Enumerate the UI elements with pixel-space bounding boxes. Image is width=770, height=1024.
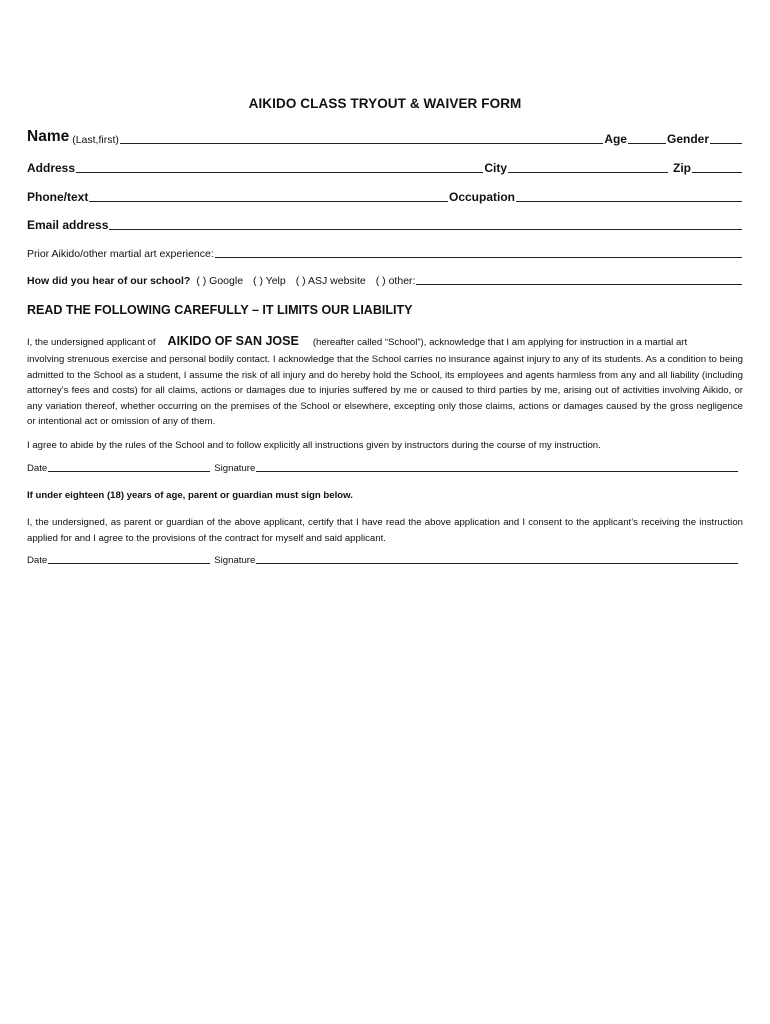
other-field[interactable] bbox=[416, 283, 742, 285]
email-field[interactable] bbox=[109, 228, 742, 230]
guardian-statement: I, the undersigned, as parent or guardian of the above applicant, certify that I have read the above application and I consent to the applicant’s receiving the instruction applied for and I agree to the provisions of the contract for myself and said applicant. bbox=[27, 517, 743, 544]
signature-label: Signature bbox=[214, 463, 256, 474]
experience-label: Prior Aikido/other martial art experience: bbox=[27, 248, 214, 260]
intro-suffix: (hereafter called “School”), acknowledge that I am applying for instruction in a martial art bbox=[312, 337, 688, 348]
city-field[interactable] bbox=[508, 171, 668, 173]
yelp-option[interactable]: ( ) Yelp bbox=[253, 275, 286, 287]
address-field[interactable] bbox=[76, 171, 483, 173]
guardian-note: If under eighteen (18) years of age, parent or guardian must sign below. bbox=[27, 490, 353, 501]
asj-website-option[interactable]: ( ) ASJ website bbox=[295, 275, 366, 287]
age-label: Age bbox=[604, 132, 627, 146]
occupation-label: Occupation bbox=[448, 190, 515, 204]
liability-heading: READ THE FOLLOWING CAREFULLY – IT LIMITS OUR LIABILITY bbox=[27, 303, 413, 317]
phone-row bbox=[27, 190, 743, 204]
experience-row bbox=[27, 248, 743, 260]
referral-row bbox=[27, 275, 743, 287]
waiver-intro bbox=[27, 334, 743, 348]
signature-field[interactable] bbox=[256, 470, 738, 472]
phone-label: Phone/text bbox=[27, 190, 89, 204]
guardian-signature-row bbox=[27, 555, 739, 566]
referral-label: How did you hear of our school? bbox=[27, 275, 191, 287]
date-label: Date bbox=[27, 463, 48, 474]
school-name: AIKIDO OF SAN JOSE bbox=[167, 334, 299, 348]
guardian-signature-field[interactable] bbox=[256, 562, 738, 564]
address-label: Address bbox=[27, 161, 76, 175]
date-field[interactable] bbox=[48, 470, 210, 472]
guardian-signature-label: Signature bbox=[214, 555, 256, 566]
city-label: City bbox=[484, 161, 507, 175]
name-row bbox=[27, 128, 743, 146]
email-label: Email address bbox=[27, 218, 109, 232]
experience-field[interactable] bbox=[215, 256, 742, 258]
guardian-date-field[interactable] bbox=[48, 562, 210, 564]
guardian-date-label: Date bbox=[27, 555, 48, 566]
other-option[interactable]: ( ) other: bbox=[375, 275, 416, 287]
name-hint: (Last,first) bbox=[72, 134, 119, 146]
form-title: AIKIDO CLASS TRYOUT & WAIVER FORM bbox=[248, 96, 522, 111]
rules-agreement: I agree to abide by the rules of the School and to follow explicitly all instructions given by instructors during the course of my instruction. bbox=[27, 440, 601, 451]
waiver-body: involving strenuous exercise and personal bodily contact. I acknowledge that the School carries no insurance against injury to any of its students. As a condition to being admitted to the School as a student, I assume the risk of all injury and do hereby hold the School, its employees and agents harmless from any and all liability (including attorney’s fees and costs) for all claims, actions or damages due to injuries suffered by me or caused to third parties by me, arising out of activities involving Aikido, or any variation thereof, whether occurring on the premises of the School or elsewhere, excepting only those claims, actions or damages caused by the gross negligence or intentional act or omission of any of them. bbox=[27, 354, 743, 427]
applicant-signature-row bbox=[27, 463, 739, 474]
age-field[interactable] bbox=[628, 142, 666, 144]
name-label: Name bbox=[27, 128, 70, 145]
occupation-field[interactable] bbox=[516, 200, 742, 202]
zip-field[interactable] bbox=[692, 171, 742, 173]
gender-label: Gender bbox=[666, 132, 709, 146]
google-option[interactable]: ( ) Google bbox=[196, 275, 244, 287]
gender-field[interactable] bbox=[710, 142, 742, 144]
name-field[interactable] bbox=[120, 142, 603, 144]
email-row bbox=[27, 218, 743, 232]
intro-prefix: I, the undersigned applicant of bbox=[27, 337, 156, 348]
address-row bbox=[27, 161, 743, 175]
phone-field[interactable] bbox=[89, 200, 448, 202]
zip-label: Zip bbox=[673, 161, 691, 175]
